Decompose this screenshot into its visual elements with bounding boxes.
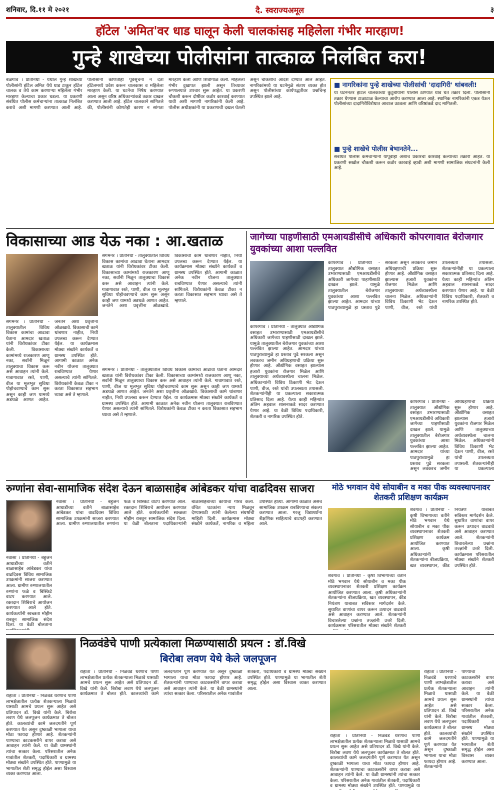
masthead-rule (6, 17, 494, 19)
sidebar-body-2: संबंधित पोलीस कर्मचाऱ्यांनी यापूर्वीही अशाच प्रकारची कारवाई केल्याच्या तक्रारी आहेत. या प्रकरणी सखोल चौकशी करून कठोर कारवाई व्हावी अशी मागणी सामाजिक संघटनांनी केली आहे. (334, 155, 490, 172)
story2-body-b: संगमनेर । प्रतिनिधी - तालुक्यातील विविध विकास कामांचा आढावा घेताना आमदार खताळ यांनी विरोधकांवर टीका केली. विकासाच्या कामांमध्ये राजकारण आणू नका, सर्वांनी मिळून तालुक्याचा विकास करू असे आवाहन त्यांनी केले. गावागावात रस्ते, पाणी, वीज या मूलभूत सुविधा पोहोचवण्याचे काम सुरू असून काही जण यामध्ये अडथळे आणत आहेत. जनतेने अशा प्रवृत्तींना ओळखावे. विकासाची कामे थांबणार नाहीत, निधी उपलब्ध करून देण्यात येईल. या कार्यक्रमास मोठ्या संख्येने कार्यकर्ते व ग्रामस्थ उपस्थित होते. आगामी काळात अनेक नवीन योजना तालुक्यात राबविण्यात येणार असल्याचे त्यांनी सांगितले. विरोधकांनी केवळ टीका न करता विकासात सहभाग घ्यावा असे ते म्हणाले. (6, 320, 98, 404)
story6-body-d: राहाता । प्रतिनिधी - निळवंडे धरणाचे पाणी लाभक्षेत्रातील प्रत्येक शेतकऱ्याला मिळावे यासाठी आमचे प्रयत्न सुरू आहेत असे प्रतिपादन डॉ. विखे यांनी केले. बिरोबा लवण येथे जलपूजन कार्यक्रमात ते बोलत होते. कालव्यांची कामे जलदगतीने पूर्ण करण्यात येत असून दुष्काळी भागाला याचा मोठा फायदा होणार आहे. शेतकऱ्यांनी पाण्याचा काटकसरीने वापर करावा असे आवाहन त्यांनी केले. या वेळी ग्रामस्थांनी त्यांचा सत्कार केला. परिसरातील अनेक गावांतील शेतकरी, पदाधिकारी व ग्रामस्थ मोठ्या संख्येने उपस्थित होते. पाण्यामुळे या (330, 734, 420, 790)
story5-headline: मोठे भगवान येथे सोयाबीन व मका पीक व्यवस्थापनावर शेतकरी प्रशिक्षण कार्यक्रम (331, 483, 491, 502)
story5-photo (328, 508, 406, 570)
sidebar-headline-1: ■ नागरिकांना पुन्हे शाखेच्या पोलीसांची 'दादागिरी' थांबवली! (334, 81, 478, 89)
section-divider (6, 228, 494, 229)
story5-body-b: शेवगाव । प्रतिनिधी - कृषी विभागाच्या वतीने मोठे भगवान येथे सोयाबीन व मका पीक व्यवस्थापनावर शेतकरी प्रशिक्षण कार्यक्रम आयोजित करण्यात आला. कृषी अधिकाऱ्यांनी शेतकऱ्यांना बीजप्रक्रिया, खत व्यवस्थापन, कीड नियंत्रण याबाबत सविस्तर मार्गदर्शन केले. सुधारित वाणांचा वापर करून उत्पादन वाढवावे असे आवाहन करण्यात आले. शेतकऱ्यांनी विचारलेल्या प्रश्नांना तज्ज्ञांनी उत्तरे दिली. कार्यक्रमास परिसरातील मोठ्या संख्येने शेतकरी (328, 574, 406, 630)
page-number: ३ (490, 5, 494, 14)
story2-body-c: संगमनेर । प्रतिनिधी - तालुक्यातील विविध विकास कामांचा आढावा घेताना आमदार खताळ यांनी विरोधकांवर टीका केली. विकासाच्या कामांमध्ये राजकारण आणू नका, सर्वांनी मिळून तालुक्याचा विकास करू असे आवाहन त्यांनी केले. गावागावात रस्ते, पाणी, वीज या मूलभूत सुविधा पोहोचवण्याचे काम सुरू असून काही जण यामध्ये अडथळे आणत आहेत. जनतेने अशा प्रवृत्तींना ओळखावे. विकासाची कामे थांबणार नाहीत, निधी उपलब्ध करून देण्यात येईल. या कार्यक्रमास मोठ्या संख्येने कार्यकर्ते व ग्रामस्थ उपस्थित होते. आगामी काळात अनेक नवीन योजना तालुक्यात राबविण्यात येणार असल्याचे त्यांनी सांगितले. विरोधकांनी केवळ टीका न करता विकासात सहभाग घ्यावा असे ते म्हणाले. (102, 368, 242, 418)
story4-headline: रुग्णांना सेवा-सामाजिक संदेश देऊन बाळासाहेब आंबेडकर यांचा वाढदिवस साजरा (6, 483, 315, 495)
story3-body-c: कोपरगाव । प्रतिनिधी - तालुक्यात औद्योगिक वसाहत उभारण्यासाठी एमआयडीसीचे अधिकारी जागेच्या पाहणीसाठी दाखल झाले. यामुळे तालुक्यातील बेरोजगार युवकांच्या आशा पल्लवित झाल्या आहेत. आमदार यांच्या पाठपुराव्यामुळे हा प्रस्ताव पुढे सरकला असून लवकरच जमीन अधिग्रहणाची प्रक्रिया सुरू होणार आहे. औद्योगिक वसाहत झाल्यास हजारो युवकांना रोजगार मिळेल आणि तालुक्याच्या अर्थव्यवस्थेला चालना मिळेल. अधिकाऱ्यांनी विविध ठिकाणी भेट देऊन पाणी, वीज, रस्ते यांची उपलब्धता तपासली. शेतकऱ्यांनीही या प्रकल्पाला (410, 400, 494, 473)
story3-photo-2 (328, 400, 406, 452)
column-divider (246, 231, 247, 478)
story2-headline: विकासाच्या आड येऊ नका : आ.खताळ (6, 232, 223, 250)
story4-portrait (6, 500, 52, 552)
sidebar-headline-2: ■ पुन्हे शाखेचे पोलीस बेभानतेने... (334, 145, 418, 153)
lead-kicker: हॉटेल 'अमित'वर धाड घालून केली चालकांसह महिलेला गंभीर मारहाण! (95, 24, 405, 38)
story6-body-b: राहाता । प्रतिनिधी - निळवंडे धरणाचे पाणी लाभक्षेत्रातील प्रत्येक शेतकऱ्याला मिळावे यासाठी आमचे प्रयत्न सुरू आहेत असे प्रतिपादन डॉ. विखे यांनी केले. बिरोबा लवण येथे जलपूजन कार्यक्रमात ते बोलत होते. कालव्यांची कामे जलदगतीने पूर्ण करण्यात येत असून दुष्काळी भागाला याचा मोठा फायदा होणार आहे. शेतकऱ्यांनी पाण्याचा काटकसरीने वापर करावा असे आवाहन त्यांनी केले. या वेळी ग्रामस्थांनी त्यांचा सत्कार केला. परिसरातील अनेक गावांतील शेतकरी, पदाधिकारी व ग्रामस्थ मोठ्या संख्येने उपस्थित होते. पाण्यामुळे या भागातील शेती समृद्ध होईल असा विश्वास व्यक्त करण्यात आला. (80, 670, 326, 698)
sidebar-body-1: या घटनेनंतर हॉटेल चालकाच्या कुटुंबीयांनी पोलीस ठाण्यात धाव घेत तक्रार दिली. पोलीसांनी तक्रार घेण्यास टाळाटाळ केल्याचा आरोप करण्यात आला आहे. स्थानिक नागरिकांनी एकत्र येऊन पोलीसांच्या दादागिरीविरोधात आवाज उठवला आणि वरिष्ठांकडे दाद मागितली. (334, 91, 490, 108)
lead-body: बेळगाव । प्रतिनिधी - येथील गुन्हे शाखेच्या पोलीसांनी हॉटेल अमित येथे धाड टाकून हॉटेल चालक व तेथे काम करणाऱ्या महिलेला गंभीर मारहाण केल्याचा प्रकार घडला. या प्रकरणी संबंधित पोलीस कर्मचाऱ्यांना तात्काळ निलंबित करावे अशी मागणी करण्यात आली आहे. पोलीसांनी कोणतीही पूर्वसूचना न देता हॉटेलमध्ये प्रवेश करून चालकास व महिलेला मारहाण केली. या घटनेचा निषेध करण्यात आला असून वरिष्ठ अधिकाऱ्यांकडे तक्रार दाखल करण्यात आली आहे. हॉटेल चालकाने सांगितले की, पोलीसांनी कोणतेही कारण न सांगता मारहाण केली आणि शिवीगाळ केली. महिलेला गंभीर दुखापत झाली असून तिच्यावर रुग्णालयात उपचार सुरू आहेत. या प्रकरणी चौकशी करून दोषींवर कठोर कारवाई करण्यात यावी अशी मागणी नागरिकांनी केली आहे. पोलीस अधीक्षकांनी या प्रकरणाची दखल घेतली असून चौकशीचे आदेश देण्यात आले आहेत. नागरिकांमध्ये या घटनेमुळे संताप व्यक्त होत असून पोलीसांच्या कार्यपद्धतीवर प्रश्नचिन्ह उपस्थित झाले आहे. (6, 78, 326, 111)
story3-photo (250, 261, 324, 321)
lead-sidebar (330, 78, 494, 224)
story6-headline: निळवंडेचे पाणी प्रत्येकाला मिळण्यासाठी प्रयत्न : डॉ.विखे (80, 637, 306, 650)
section-divider-2 (6, 480, 494, 481)
story6-subheadline: बिरोबा लवण येथे केले जलपूजन (160, 654, 277, 665)
story3-headline: जागेच्या पाहणीसाठी एमआयडीसीचे अधिकारी कोपरगावात बेरोजगार युवकांच्या आशा पल्लवित (250, 232, 484, 255)
story6-portrait (6, 638, 76, 690)
story4-body: नेवासा । प्रतिनिधी - बहुजन आघाडीच्या वतीने बाळासाहेब आंबेडकर यांचा वाढदिवस विविध सामाजिक उपक्रमांनी साजरा करण्यात आला. ग्रामीण रुग्णालयातील रुग्णांना फळे व बिस्किटे वाटप करण्यात आले. रक्तदान शिबिराचे आयोजन करण्यात आले होते. कार्यकर्त्यांनी स्वच्छता मोहीम राबवून सामाजिक संदेश दिला. या वेळी बोलताना पदाधिकाऱ्यांनी बाळासाहेबांच्या कार्याचा गौरव केला. वंचित घटकांना न्याय मिळवून देण्यासाठी त्यांनी केलेल्या संघर्षाची माहिती दिली. कार्यक्रमास मोठ्या संख्येने कार्यकर्ते, नागरिक व महिला उपस्थित होत्या. आगामी काळात असेच सामाजिक उपक्रम राबविण्याचा संकल्प करण्यात आला. गरजू विद्यार्थ्यांना शैक्षणिक साहित्याचे वाटपही करण्यात आले. (56, 500, 322, 528)
story3-body-b: कोपरगाव । प्रतिनिधी - तालुक्यात औद्योगिक वसाहत उभारण्यासाठी एमआयडीसीचे अधिकारी जागेच्या पाहणीसाठी दाखल झाले. यामुळे तालुक्यातील बेरोजगार युवकांच्या आशा पल्लवित झाल्या आहेत. आमदार यांच्या पाठपुराव्यामुळे हा प्रस्ताव पुढे सरकला असून लवकरच जमीन अधिग्रहणाची प्रक्रिया सुरू होणार आहे. औद्योगिक वसाहत झाल्यास हजारो युवकांना रोजगार मिळेल आणि तालुक्याच्या अर्थव्यवस्थेला चालना मिळेल. अधिकाऱ्यांनी विविध ठिकाणी भेट देऊन पाणी, वीज, रस्ते यांची उपलब्धता तपासली. शेतकऱ्यांनीही या प्रकल्पाला सकारात्मक प्रतिसाद दिला आहे. येत्या काही महिन्यांत अंतिम अहवाल शासनाकडे सादर करण्यात येणार आहे. या वेळी विविध पदाधिकारी, शेतकरी व नागरिक उपस्थित होते. (250, 325, 324, 420)
story2-photo (6, 254, 98, 316)
story6-body-a: राहाता । प्रतिनिधी - निळवंडे धरणाचे पाणी लाभक्षेत्रातील प्रत्येक शेतकऱ्याला मिळावे यासाठी आमचे प्रयत्न सुरू आहेत असे प्रतिपादन डॉ. विखे यांनी केले. बिरोबा लवण येथे जलपूजन कार्यक्रमात ते बोलत होते. कालव्यांची कामे जलदगतीने पूर्ण करण्यात येत असून दुष्काळी भागाला याचा मोठा फायदा होणार आहे. शेतकऱ्यांनी पाण्याचा काटकसरीने वापर करावा असे आवाहन त्यांनी केले. या वेळी ग्रामस्थांनी त्यांचा सत्कार केला. परिसरातील अनेक गावांतील शेतकरी, पदाधिकारी व ग्रामस्थ मोठ्या संख्येने उपस्थित होते. पाण्यामुळे या भागातील शेती समृद्ध होईल असा विश्वास व्यक्त करण्यात आला. (6, 694, 76, 778)
issue-date: शनिवार, दि.११ मे २०२१ (6, 5, 70, 14)
story6-photo (330, 670, 420, 730)
masthead (6, 4, 494, 16)
story5-body: शेवगाव । प्रतिनिधी - कृषी विभागाच्या वतीने मोठे भगवान येथे सोयाबीन व मका पीक व्यवस्थापनावर शेतकरी प्रशिक्षण कार्यक्रम आयोजित करण्यात आला. कृषी अधिकाऱ्यांनी शेतकऱ्यांना बीजप्रक्रिया, खत व्यवस्थापन, कीड नियंत्रण याबाबत सविस्तर मार्गदर्शन केले. सुधारित वाणांचा वापर करून उत्पादन वाढवावे असे आवाहन करण्यात आले. शेतकऱ्यांनी विचारलेल्या प्रश्नांना तज्ज्ञांनी उत्तरे दिली. कार्यक्रमास परिसरातील मोठ्या संख्येने शेतकरी उपस्थित होते. (410, 508, 494, 569)
lead-headline: गुन्हे शाखेच्या पोलीसांना तात्काळ निलंबित करा! (6, 41, 494, 73)
paper-name: दै. स्वराज्यअमूल (255, 5, 305, 15)
story4-body-b: नेवासा । प्रतिनिधी - बहुजन आघाडीच्या वतीने बाळासाहेब आंबेडकर यांचा वाढदिवस विविध सामाजिक उपक्रमांनी साजरा करण्यात आला. ग्रामीण रुग्णालयातील रुग्णांना फळे व बिस्किटे वाटप करण्यात आले. रक्तदान शिबिराचे आयोजन करण्यात आले होते. कार्यकर्त्यांनी स्वच्छता मोहीम राबवून सामाजिक संदेश दिला. या वेळी बोलताना (6, 556, 52, 629)
story2-body-a: संगमनेर । प्रतिनिधी - तालुक्यातील विविध विकास कामांचा आढावा घेताना आमदार खताळ यांनी विरोधकांवर टीका केली. विकासाच्या कामांमध्ये राजकारण आणू नका, सर्वांनी मिळून तालुक्याचा विकास करू असे आवाहन त्यांनी केले. गावागावात रस्ते, पाणी, वीज या मूलभूत सुविधा पोहोचवण्याचे काम सुरू असून काही जण यामध्ये अडथळे आणत आहेत. जनतेने अशा प्रवृत्तींना ओळखावे. विकासाची कामे थांबणार नाहीत, निधी उपलब्ध करून देण्यात येईल. या कार्यक्रमास मोठ्या संख्येने कार्यकर्ते व ग्रामस्थ उपस्थित होते. आगामी काळात अनेक नवीन योजना तालुक्यात राबविण्यात येणार असल्याचे त्यांनी सांगितले. विरोधकांनी केवळ टीका न करता विकासात सहभाग घ्यावा असे ते म्हणाले. (102, 254, 242, 310)
section-divider-3 (6, 634, 494, 635)
story3-body-a: कोपरगाव । प्रतिनिधी - तालुक्यात औद्योगिक वसाहत उभारण्यासाठी एमआयडीसीचे अधिकारी जागेच्या पाहणीसाठी दाखल झाले. यामुळे तालुक्यातील बेरोजगार युवकांच्या आशा पल्लवित झाल्या आहेत. आमदार यांच्या पाठपुराव्यामुळे हा प्रस्ताव पुढे सरकला असून लवकरच जमीन अधिग्रहणाची प्रक्रिया सुरू होणार आहे. औद्योगिक वसाहत झाल्यास हजारो युवकांना रोजगार मिळेल आणि तालुक्याच्या अर्थव्यवस्थेला चालना मिळेल. अधिकाऱ्यांनी विविध ठिकाणी भेट देऊन पाणी, वीज, रस्ते यांची उपलब्धता तपासली. शेतकऱ्यांनीही या प्रकल्पाला सकारात्मक प्रतिसाद दिला आहे. येत्या काही महिन्यांत अंतिम अहवाल शासनाकडे सादर करण्यात येणार आहे. या वेळी विविध पदाधिकारी, शेतकरी व नागरिक उपस्थित होते. (328, 261, 494, 311)
story6-body-c: राहाता । प्रतिनिधी - निळवंडे धरणाचे पाणी लाभक्षेत्रातील प्रत्येक शेतकऱ्याला मिळावे यासाठी आमचे प्रयत्न सुरू आहेत असे प्रतिपादन डॉ. विखे यांनी केले. बिरोबा लवण येथे जलपूजन कार्यक्रमात ते बोलत होते. कालव्यांची कामे जलदगतीने पूर्ण करण्यात येत असून दुष्काळी भागाला याचा मोठा फायदा होणार आहे. शेतकऱ्यांनी पाण्याचा काटकसरीने वापर करावा असे आवाहन त्यांनी केले. या वेळी ग्रामस्थांनी त्यांचा सत्कार केला. परिसरातील अनेक गावांतील शेतकरी, पदाधिकारी व ग्रामस्थ मोठ्या संख्येने उपस्थित होते. पाण्यामुळे या भागातील शेती समृद्ध होईल असा विश्वास व्यक्त करण्यात आला. (424, 670, 494, 771)
